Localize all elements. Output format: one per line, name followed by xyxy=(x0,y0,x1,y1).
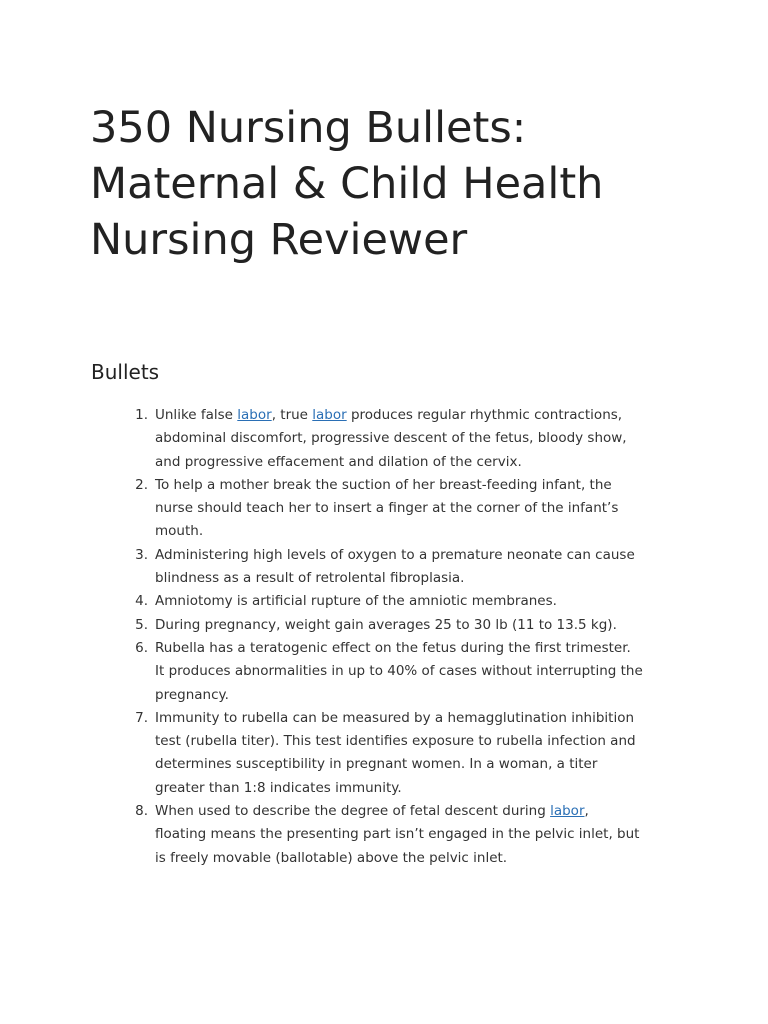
item-number: 5. xyxy=(135,616,148,633)
page-title-line: 350 Nursing Bullets: xyxy=(90,103,527,153)
list-item xyxy=(118,590,698,613)
item-line: nurse should teach her to insert a finger at the corner of the infant’s xyxy=(155,500,619,517)
list-item xyxy=(118,474,698,544)
item-number: 2. xyxy=(135,476,148,493)
item-number: 4. xyxy=(135,593,148,610)
bullet-list xyxy=(118,404,698,870)
item-line: To help a mother break the suction of her breast-feeding infant, the xyxy=(155,476,612,493)
item-line xyxy=(155,800,698,823)
item-number: 1. xyxy=(135,407,148,423)
list-item xyxy=(118,707,698,800)
section-heading: Bullets xyxy=(91,360,160,384)
item-text: When used to describe the degree of fetal descent during xyxy=(155,803,551,820)
labor-link[interactable]: labor xyxy=(312,407,347,423)
item-line: pregnancy. xyxy=(155,686,229,703)
item-line: and progressive effacement and dilation of the cervix. xyxy=(155,453,522,470)
item-line: Rubella has a teratogenic effect on the fetus during the first trimester. xyxy=(155,639,631,656)
page-title xyxy=(90,100,710,268)
item-line: test (rubella titer). This test identifies exposure to rubella infection and xyxy=(155,733,636,750)
labor-link[interactable]: labor xyxy=(237,407,272,423)
item-line: abdominal discomfort, progressive descent of the fetus, bloody show, xyxy=(155,430,627,447)
item-text: , true xyxy=(271,407,313,423)
item-text: produces regular rhythmic contractions, xyxy=(346,407,623,423)
item-line: Amniotomy is artificial rupture of the amniotic membranes. xyxy=(155,593,557,610)
labor-link[interactable]: labor xyxy=(550,803,585,820)
item-line: During pregnancy, weight gain averages 25 to 30 lb (11 to 13.5 kg). xyxy=(155,616,617,633)
item-line: floating means the presenting part isn’t engaged in the pelvic inlet, but xyxy=(155,826,640,843)
list-item xyxy=(118,800,698,870)
item-number: 6. xyxy=(135,639,148,656)
item-number: 3. xyxy=(135,546,148,563)
item-line: is freely movable (ballotable) above the pelvic inlet. xyxy=(155,849,508,866)
item-text: Unlike false xyxy=(155,407,238,423)
item-line: It produces abnormalities in up to 40% of cases without interrupting the xyxy=(155,663,643,680)
item-line: greater than 1:8 indicates immunity. xyxy=(155,779,402,796)
item-line xyxy=(155,404,698,427)
list-item xyxy=(118,404,698,474)
list-item xyxy=(118,544,698,591)
item-line: Immunity to rubella can be measured by a hemagglutination inhibition xyxy=(155,709,635,726)
item-line: determines susceptibility in pregnant women. In a woman, a titer xyxy=(155,756,598,773)
item-number: 8. xyxy=(135,803,148,820)
item-line: Administering high levels of oxygen to a premature neonate can cause xyxy=(155,546,635,563)
page-title-line: Maternal & Child Health xyxy=(90,159,604,209)
list-item xyxy=(118,614,698,637)
item-number: 7. xyxy=(135,709,148,726)
page-title-line: Nursing Reviewer xyxy=(90,215,468,265)
item-line: mouth. xyxy=(155,523,204,540)
item-text: , xyxy=(584,803,589,820)
item-line: blindness as a result of retrolental fibroplasia. xyxy=(155,570,465,587)
list-item xyxy=(118,637,698,707)
